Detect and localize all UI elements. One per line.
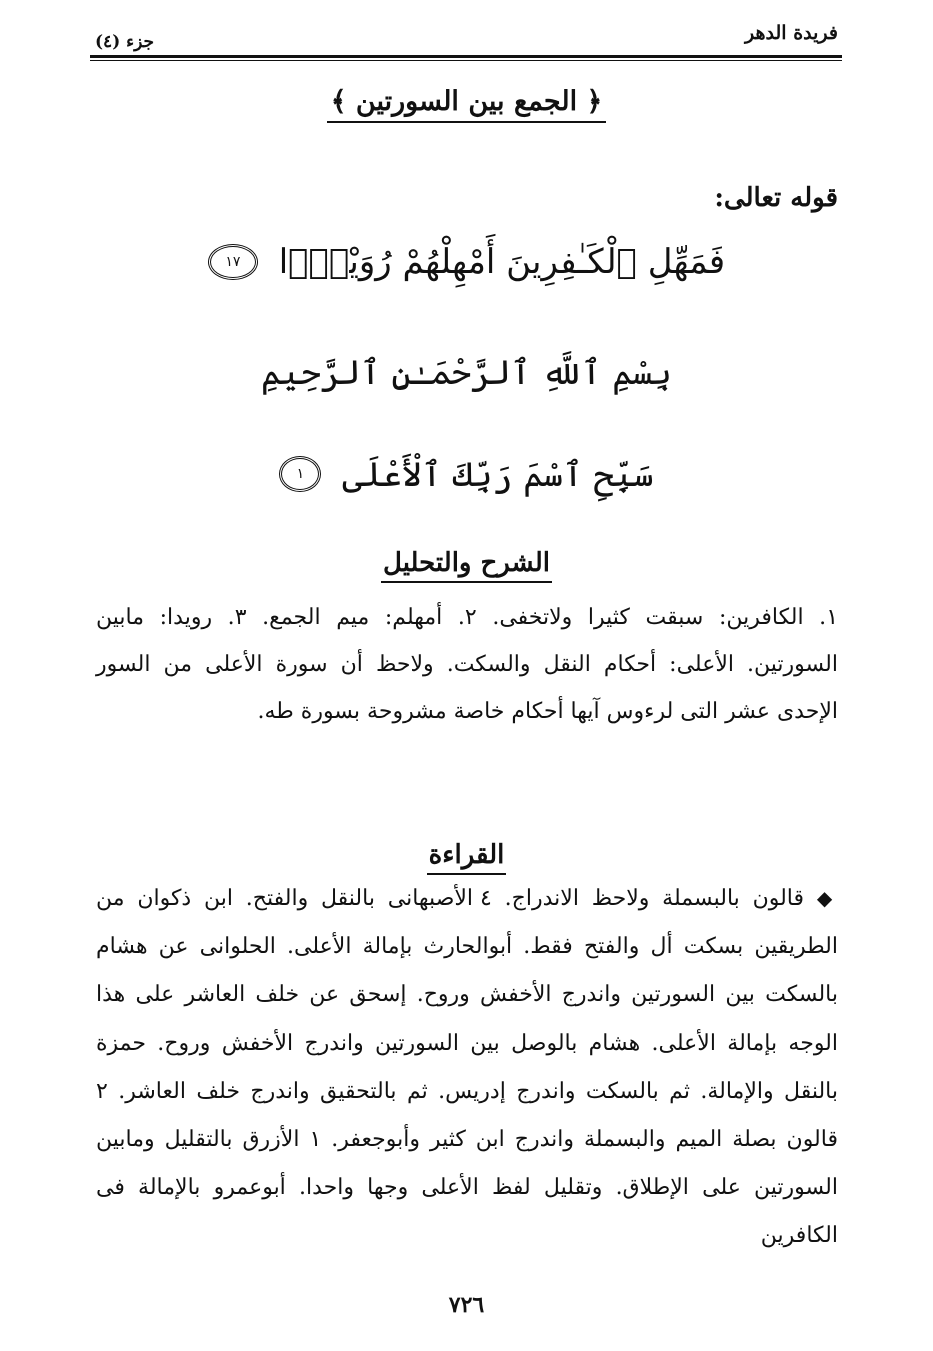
verse-line-2 [0, 452, 933, 495]
diamond-bullet-icon: ◆ [816, 886, 838, 910]
page-number: ٧٢٦ [448, 1292, 485, 1318]
verse-text: سَبِّحِ ٱسْمَ رَبِّكَ ٱلْأَعْلَى [342, 454, 654, 495]
header-rule [90, 55, 842, 58]
qiraa-text: قالون بالبسملة ولاحظ الاندراج. ٤ الأصبهانى بالنقل والفتح. ابن ذكوان من الطريقين بسكت أل والفتح فقط. أبوالحارث بإمالة الأعلى. الحلوانى عن هشام بالسكت بين السورتين واندرج الأخفش وروح. إسحق عن خلف العاشر على هذا الوجه بإمالة الأعلى. هشام بالوصل بين السورتين واندرج الأخفش وروح. حمزة بالنقل والإمالة. ثم بالسكت واندرج إدريس. ثم بالتحقيق واندرج خلف العاشر. ٢ قالون بصلة الميم والبسملة واندرج ابن كثير وأبوجعفر. ١ الأزرق بالتقليل ومابين السورتين على الإطلاق. وتقليل لفظ الأعلى وجها واحدا. أبوعمرو بالإمالة فى الكافرين [96, 886, 839, 1249]
qiraa-title: القراءة [427, 840, 507, 875]
section-heading [0, 86, 933, 123]
qiraa-paragraph [96, 874, 838, 1261]
sharh-heading [0, 548, 933, 583]
verse-line-1 [0, 240, 933, 282]
qiraa-heading [0, 840, 933, 875]
section-title: ﴿ الجمع بين السورتين ﴾ [327, 86, 607, 123]
header-rule-thin [90, 60, 842, 61]
sharh-title: الشرح والتحليل [381, 548, 552, 583]
verse-text: فَمَهِّلِ ٱلْكَـٰفِرِينَ أَمْهِلْهُمْ رُوَيْدًۢا [278, 242, 726, 282]
verse-number-marker: ١٧ [208, 244, 258, 280]
book-title: فريدة الدهر [745, 22, 838, 44]
verse-intro: قوله تعالى: [714, 183, 838, 213]
basmala-line [0, 350, 933, 393]
verse-number-marker: ١ [279, 456, 321, 492]
sharh-paragraph: ١. الكافرين: سبقت كثيرا ولاتخفى. ٢. أمهلم: ميم الجمع. ٣. رويدا: مابين السورتين. الأعلى: أحكام النقل والسكت. ولاحظ أن سورة الأعلى من السور الإحدى عشر التى لرءوس آيها أحكام خاصة مشروحة بسورة طه. [96, 605, 839, 724]
part-label: جزء (٤) [95, 32, 155, 52]
basmala-text: بِسْمِ ٱللَّهِ ٱلرَّحْمَـٰنِ ٱلرَّحِيمِ [261, 352, 672, 393]
